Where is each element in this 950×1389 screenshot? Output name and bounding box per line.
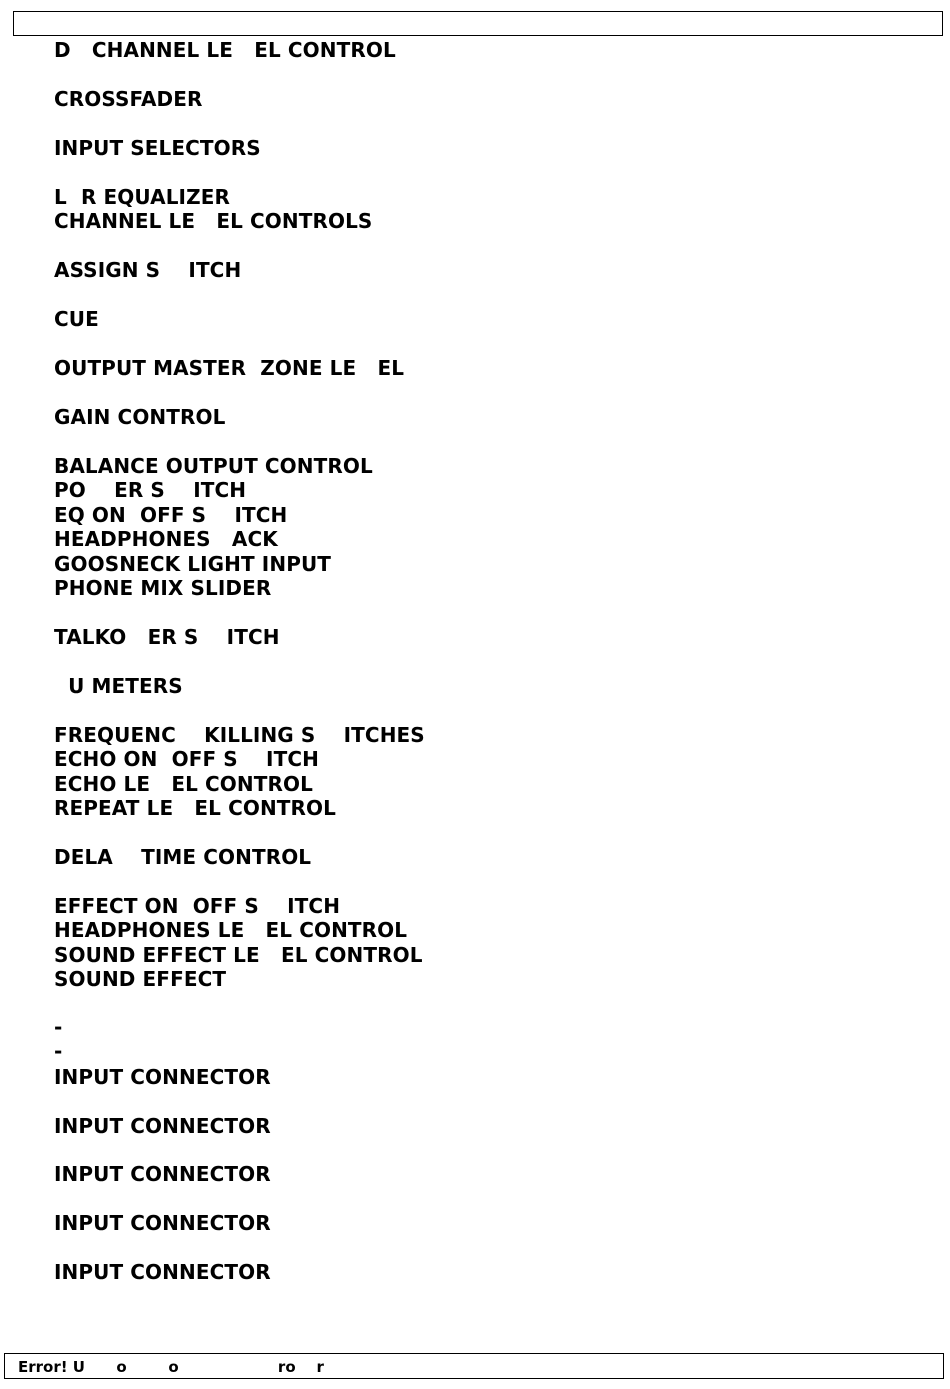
document-line: CUE [54, 307, 99, 331]
document-line: INPUT CONNECTOR [54, 1211, 271, 1235]
document-line: PHONE MIX SLIDER [54, 576, 272, 600]
document-line: - [54, 1039, 63, 1063]
document-line: FREQUENC KILLING S ITCHES [54, 723, 425, 747]
document-line: OUTPUT MASTER ZONE LE EL [54, 356, 405, 380]
document-line: PO ER S ITCH [54, 478, 247, 502]
footer-error-text: Error! U o o ro r [18, 1358, 324, 1376]
document-line: HEADPHONES LE EL CONTROL [54, 918, 408, 942]
document-line: EFFECT ON OFF S ITCH [54, 894, 341, 918]
document-line: GOOSNECK LIGHT INPUT [54, 552, 332, 576]
document-line: SOUND EFFECT LE EL CONTROL [54, 943, 423, 967]
document-line: ASSIGN S ITCH [54, 258, 242, 282]
document-line: - [54, 1015, 63, 1039]
document-line: INPUT CONNECTOR [54, 1162, 271, 1186]
document-line: DELA TIME CONTROL [54, 845, 312, 869]
document-line: CHANNEL LE EL CONTROLS [54, 209, 373, 233]
document-line: D CHANNEL LE EL CONTROL [54, 38, 396, 62]
document-line: ECHO ON OFF S ITCH [54, 747, 319, 771]
document-line: REPEAT LE EL CONTROL [54, 796, 336, 820]
document-line: GAIN CONTROL [54, 405, 226, 429]
document-line: U METERS [54, 674, 183, 698]
document-line: TALKO ER S ITCH [54, 625, 280, 649]
footer-frame [4, 1353, 944, 1379]
document-line: ECHO LE EL CONTROL [54, 772, 313, 796]
document-line: EQ ON OFF S ITCH [54, 503, 288, 527]
document-line: CROSSFADER [54, 87, 203, 111]
document-line: HEADPHONES ACK [54, 527, 278, 551]
document-line: SOUND EFFECT [54, 967, 227, 991]
document-line: INPUT CONNECTOR [54, 1114, 271, 1138]
document-line: INPUT SELECTORS [54, 136, 261, 160]
document-line: BALANCE OUTPUT CONTROL [54, 454, 373, 478]
header-frame [13, 11, 943, 36]
document-line: L R EQUALIZER [54, 185, 230, 209]
document-line: INPUT CONNECTOR [54, 1260, 271, 1284]
document-line: INPUT CONNECTOR [54, 1065, 271, 1089]
